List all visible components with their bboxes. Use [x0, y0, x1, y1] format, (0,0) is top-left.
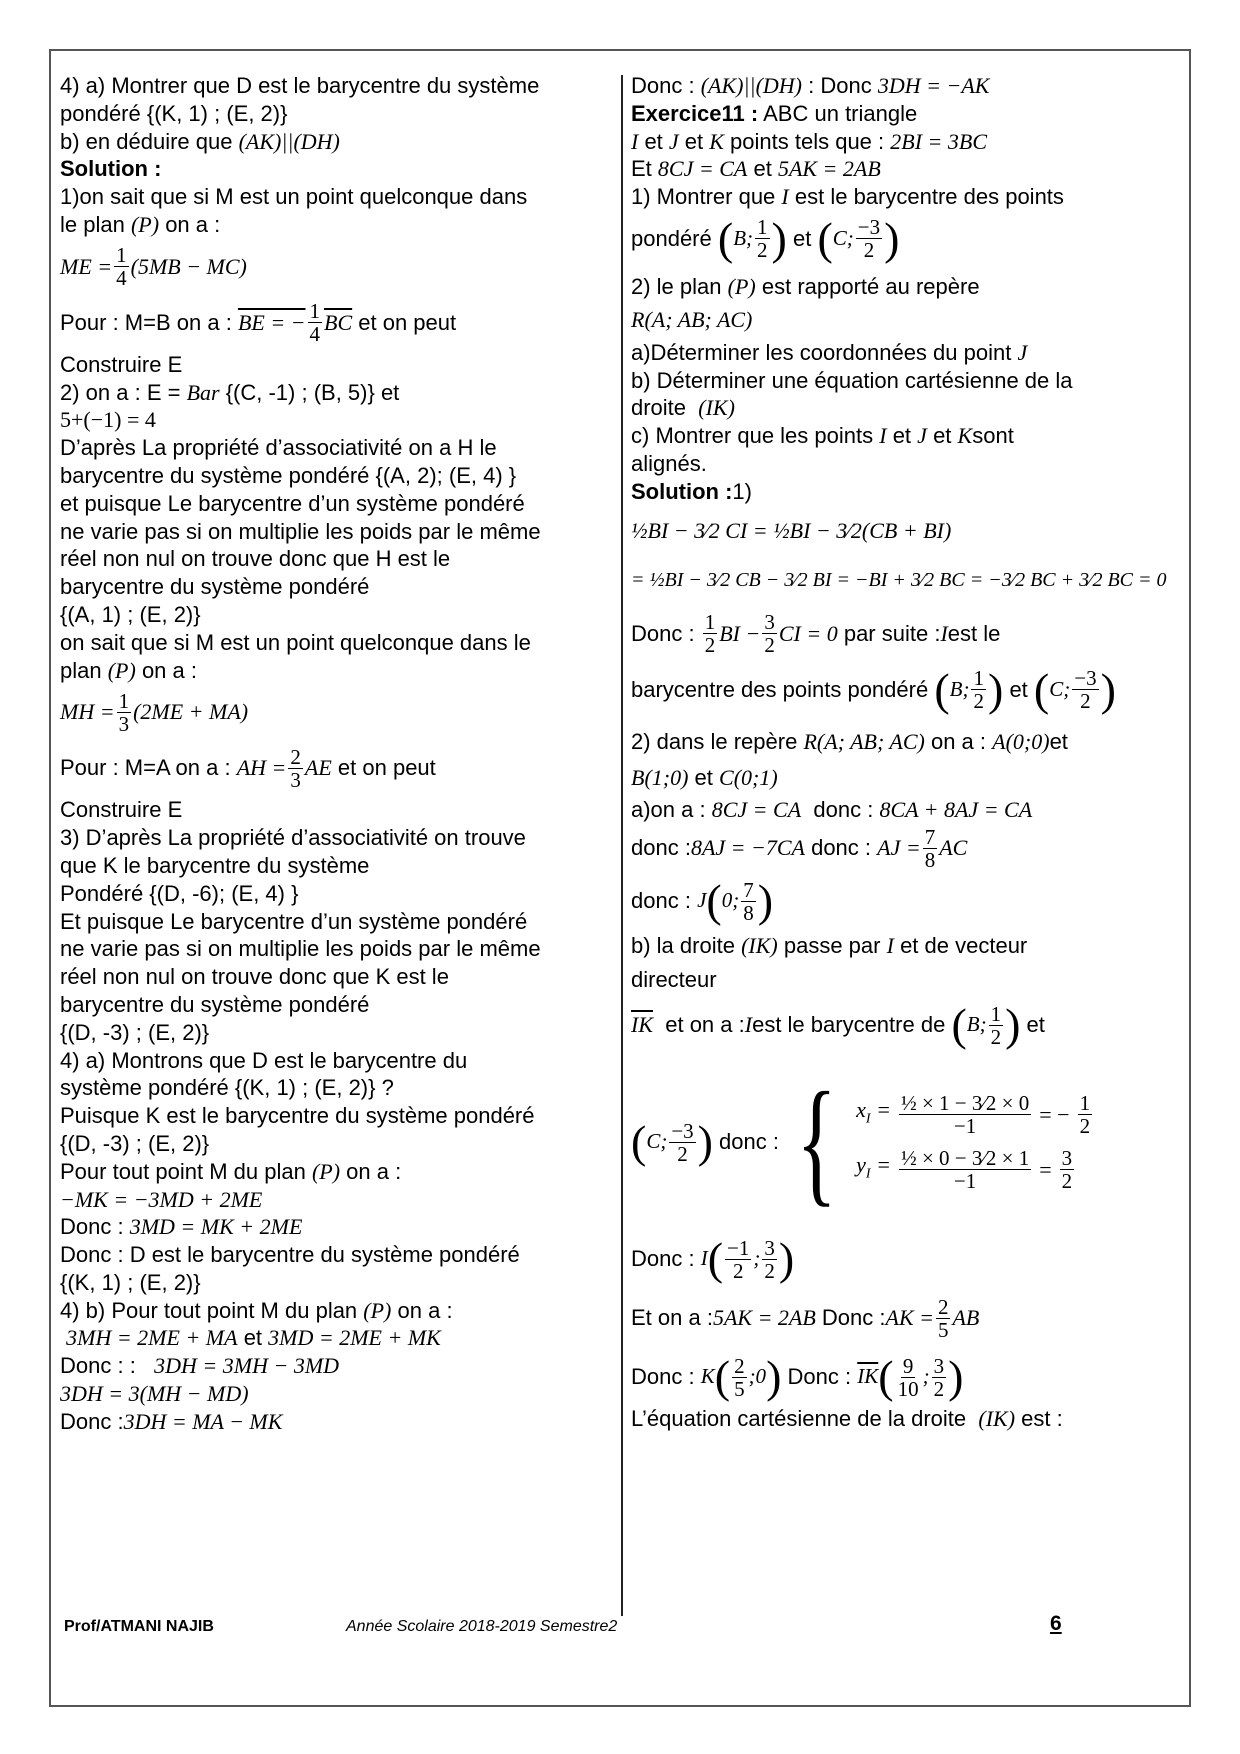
text-line: {(D, -3) ; (E, 2)}: [60, 1130, 210, 1156]
text-line: L’équation cartésienne de la droite (IK) est :: [631, 1406, 1063, 1432]
text-line: ne varie pas si on multiplie les poids par le même: [60, 518, 541, 544]
solution-heading: Solution :: [60, 156, 162, 182]
text-line: on sait que si M est un point quelconque dans le: [60, 629, 531, 655]
math-expr: (AK)||(DH): [238, 128, 340, 154]
text-line: barycentre du système pondéré: [60, 991, 370, 1017]
text-line: c) Montrer que les points I et J et Ksont: [631, 423, 1014, 449]
text-line: Donc : 3MD = MK + 2ME: [60, 1214, 303, 1240]
page-footer: [64, 1612, 1174, 1642]
formula: Donc : $\frac{1}{2}$ BI − $\frac{3}{2}$ CI = 0 par suite : I est le: [631, 610, 1001, 658]
text-line: droite (IK): [631, 395, 735, 421]
text-line: 4) a) Montrons que D est le barycentre du: [60, 1047, 468, 1073]
text-line: 1)on sait que si M est un point quelconque dans: [60, 184, 528, 210]
text-line: Donc : D est le barycentre du système pondéré: [60, 1242, 520, 1268]
text-line: système pondéré {(K, 1) ; (E, 2)} ?: [60, 1075, 394, 1101]
formula: $\overline{IK}$ et on a : I est le barycentre de ( B; $\frac{1}{2}$ ) et: [631, 999, 1045, 1051]
formula: ME = $\frac{1}{4}$ (5MB − MC): [60, 243, 247, 291]
equation-xi: $x_I$ = $\frac{\text{½ × 1 − 3⁄2 × 0}}{-1}$ = − $\frac{1}{2}$: [856, 1091, 1091, 1139]
formula: Pour : M=B on a : BE = − $\frac{1}{4}$ $\overline{BC}$ et on peut: [60, 299, 457, 347]
formula: pondéré ( B; $\frac{1}{2}$ ) et ( C; $\frac{-3}{2}$ ): [631, 212, 900, 264]
text-line: B(1;0) et C(0;1): [631, 764, 778, 790]
coordinate-system: ( C; $\frac{-3}{2}$ ) donc : { $x_I$ = $\frac{\text{½ × 1 − 3⁄2 × 0}}{-1}$ = − $\frac{1}{2}$ $y_I$ = $\frac{\text{½ × 0 − 3⁄2 × 1}}{-1}$ = $\frac{3}{2}$: [631, 1053, 1179, 1231]
text-line: Construire E: [60, 351, 183, 377]
text-line: 4) b) Pour tout point M du plan (P) on a :: [60, 1297, 453, 1323]
text-line: pondéré {(K, 1) ; (E, 2)}: [60, 100, 288, 126]
text-line: {(D, -3) ; (E, 2)}: [60, 1019, 210, 1045]
text-line: 2) le plan (P) est rapporté au repère: [631, 273, 980, 299]
text-line: Donc : (AK)||(DH) : Donc 3DH = −AK: [631, 73, 990, 98]
right-column: [631, 72, 1179, 1433]
formula: 5+(−1) = 4: [60, 407, 156, 433]
text-line: {(K, 1) ; (E, 2)}: [60, 1269, 201, 1295]
text-line: plan (P) on a :: [60, 657, 197, 683]
school-year: Année Scolaire 2018-2019 Semestre2: [346, 1618, 618, 1635]
text-line: I et J et K points tels que : 2BI = 3BC: [631, 128, 988, 154]
formula: donc : J ( 0; $\frac{7}{8}$ ): [631, 875, 774, 927]
text-line: Pondéré {(D, -6); (E, 4) }: [60, 880, 299, 906]
formula: 3DH = 3(MH − MD): [60, 1381, 249, 1407]
text-line: Et 8CJ = CA et 5AK = 2AB: [631, 156, 881, 182]
formula: MH = $\frac{1}{3}$ (2ME + MA): [60, 688, 249, 736]
formula: −MK = −3MD + 2ME: [60, 1186, 263, 1212]
column-divider: [621, 75, 623, 1616]
text-line: 4) a) Montrer que D est le barycentre du système: [60, 73, 540, 98]
text-line: barycentre du système pondéré {(A, 2); (E, 4) }: [60, 462, 517, 488]
text-line: alignés.: [631, 450, 707, 476]
text-line: D’après La propriété d’associativité on a H le: [60, 435, 497, 461]
text-line: barycentre du système pondéré: [60, 574, 370, 600]
formula: Donc :3DH = MA − MK: [60, 1408, 283, 1434]
text-line: a)on a : 8CJ = CA donc : 8CA + 8AJ = CA: [631, 796, 1033, 822]
formula: Donc : I ( $\frac{-1}{2}$ ; $\frac{3}{2}$ ): [631, 1233, 795, 1285]
solution-heading: Solution :1): [631, 478, 752, 504]
text-line: réel non nul on trouve donc que H est le: [60, 546, 451, 572]
text-line: et puisque Le barycentre d’un système pondéré: [60, 490, 525, 516]
text-line: le plan (P) on a :: [60, 211, 221, 237]
equation-yi: $y_I$ = $\frac{\text{½ × 0 − 3⁄2 × 1}}{-1}$ = $\frac{3}{2}$: [856, 1146, 1073, 1194]
text-line: Pour tout point M du plan (P) on a :: [60, 1158, 402, 1184]
text-line: ne varie pas si on multiplie les poids par le même: [60, 936, 541, 962]
exercise-heading: Exercice11 : ABC un triangle: [631, 100, 918, 126]
formula: R(A; AB; AC): [631, 306, 753, 332]
text-line: Et puisque Le barycentre d’un système pondéré: [60, 908, 528, 934]
text-line: que K le barycentre du système: [60, 852, 370, 878]
text-line: 3) D’après La propriété d’associativité on trouve: [60, 825, 526, 851]
formula: barycentre des points pondéré ( B; $\frac{1}{2}$ ) et ( C; $\frac{-3}{2}$ ): [631, 663, 1116, 715]
text-line: Puisque K est le barycentre du système pondéré: [60, 1103, 535, 1129]
text-line: b) la droite (IK) passe par I et de vecteur: [631, 933, 1028, 959]
formula: Et on a : 5AK = 2AB Donc : AK = $\frac{2}{5}$ AB: [631, 1294, 980, 1342]
formula: Donc : : 3DH = 3MH − 3MD: [60, 1353, 340, 1379]
formula: donc : 8AJ = −7CA donc : AJ = $\frac{7}{8}$ AC: [631, 824, 968, 872]
author-name: Prof/ATMANI NAJIB: [64, 1618, 214, 1635]
formula: = ½BI − 3⁄2 CB − 3⁄2 BI = −BI + 3⁄2 BC = −3⁄2 BC + 3⁄2 BC = 0: [631, 568, 1167, 591]
formula: 3MH = 2ME + MA et 3MD = 2ME + MK: [66, 1325, 441, 1351]
text-line: directeur: [631, 967, 717, 993]
text-line: b) Déterminer une équation cartésienne de la: [631, 367, 1073, 393]
brace: {: [796, 1064, 837, 1220]
text-line: réel non nul on trouve donc que K est le: [60, 964, 449, 990]
text-line: {(A, 1) ; (E, 2)}: [60, 601, 201, 627]
left-column: [60, 72, 615, 1436]
text-line: 2) dans le repère R(A; AB; AC) on a : A(0;0)et: [631, 728, 1068, 754]
formula: Donc : K ( $\frac{2}{5}$ ;0 ) Donc : $\overline{IK}$ ( $\frac{9}{10}$ ; $\frac{3}{2}$ ): [631, 1351, 964, 1403]
formula: ½BI − 3⁄2 CI = ½BI − 3⁄2(CB + BI): [631, 517, 952, 543]
text-line: 2) on a : E = Bar {(C, -1) ; (B, 5)} et: [60, 379, 400, 405]
text-line: b) en déduire que (AK)||(DH): [60, 128, 340, 154]
formula: Pour : M=A on a : AH = $\frac{2}{3}$ AE et on peut: [60, 744, 436, 792]
text-line: 1) Montrer que I est le barycentre des points: [631, 184, 1064, 210]
text-line: Construire E: [60, 797, 183, 823]
page-number: 6: [1050, 1612, 1062, 1635]
text-line: a)Déterminer les coordonnées du point J: [631, 339, 1028, 365]
